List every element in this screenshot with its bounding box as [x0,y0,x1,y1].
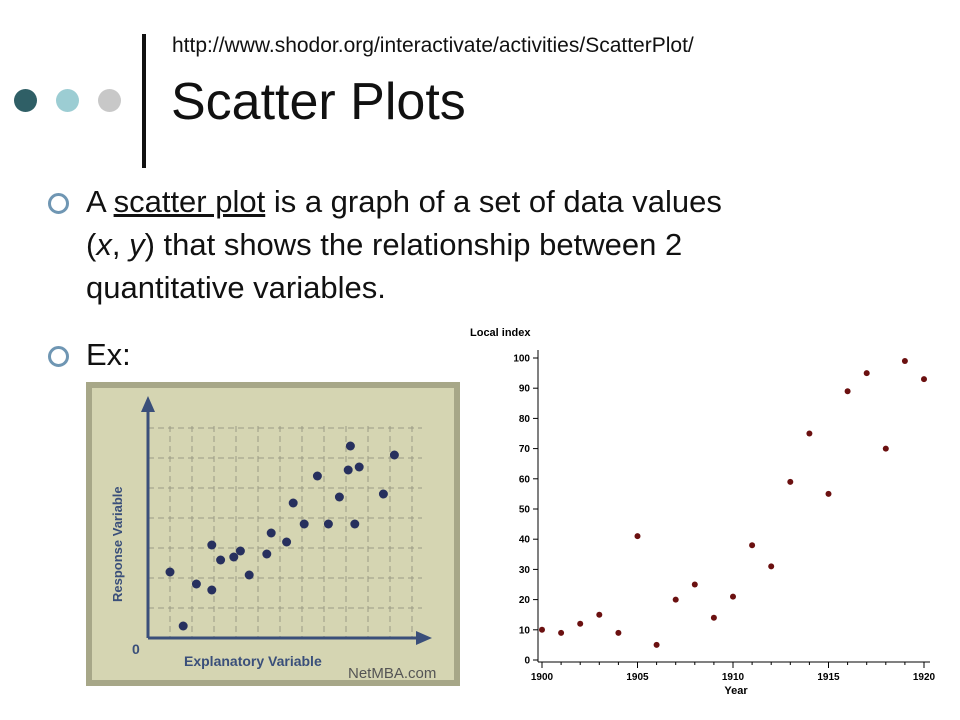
y-tick-label: 0 [524,655,530,667]
data-point [806,431,812,437]
bullet-marker [48,346,69,367]
y-tick-label: 90 [518,383,530,395]
data-point [558,630,564,636]
source-url: http://www.shodor.org/interactivate/activities/ScatterPlot/ [172,34,694,57]
data-point [346,442,355,451]
y-tick-label: 100 [513,353,530,365]
data-point [768,563,774,569]
x-axis-label: Year [724,685,748,697]
points [539,358,927,648]
data-point [845,388,851,394]
bullet-text-ex: Ex: [86,337,131,372]
text-run: ( [86,227,97,262]
scatter-plot-link[interactable]: scatter plot [113,184,266,219]
data-point [267,529,276,538]
y-tick-label: 80 [518,413,530,425]
scatter-chart-netmba [86,382,460,686]
data-point [902,358,908,364]
bullet-line [86,180,722,223]
data-point [289,499,298,508]
data-point [313,472,322,481]
data-point [379,490,388,499]
data-point [355,463,364,472]
data-point [216,556,225,565]
data-point [864,370,870,376]
y-axis-label: Local index [470,327,531,339]
data-point [335,493,344,502]
data-point [673,597,679,603]
data-point [179,622,188,631]
x-ticks [531,662,936,683]
data-point [883,446,889,452]
data-point [207,586,216,595]
data-point [166,568,175,577]
data-point [390,451,399,460]
data-point [236,547,245,556]
var-x: x [96,227,112,262]
data-point [654,642,660,648]
bullet-line: quantitative variables. [86,270,386,305]
title-divider [142,34,146,168]
data-point [282,538,291,547]
y-tick-label: 10 [518,625,530,637]
watermark: NetMBA.com [348,665,437,682]
decor-dot-gray [98,89,121,112]
y-tick-label: 40 [518,534,530,546]
x-tick-label: 1920 [912,672,936,683]
data-point [730,594,736,600]
data-point [539,627,545,633]
text-run: , [111,227,130,262]
x-tick-label: 1915 [817,672,840,683]
x-tick-label: 1910 [721,672,745,683]
data-point [711,615,717,621]
data-point [826,491,832,497]
text-run: is a graph of a set of data values [265,184,722,219]
bullet-text [86,180,722,309]
bullet-line [86,223,722,266]
x-tick-label: 1900 [530,672,554,683]
y-tick-label: 20 [518,595,530,607]
data-point [350,520,359,529]
y-tick-label: 60 [518,474,530,486]
bullet-marker [48,193,69,214]
data-point [635,533,641,539]
y-ticks [513,354,538,667]
data-point [207,541,216,550]
data-point [192,580,201,589]
text-run: ) that shows the relationship between 2 [144,227,683,262]
y-tick-label: 50 [518,504,530,516]
decor-dot-dark [14,89,37,112]
data-point [749,542,755,548]
scatter-chart-local-index [466,322,954,702]
data-point [692,582,698,588]
y-axis-label: Response Variable [110,486,125,602]
data-point [300,520,309,529]
data-point [344,466,353,475]
origin-label: 0 [132,641,140,657]
data-point [615,630,621,636]
decor-dot-teal [56,89,79,112]
data-point [921,376,927,382]
var-y: y [129,227,145,262]
data-point [577,621,583,627]
x-axis-label: Explanatory Variable [184,653,322,669]
x-tick-label: 1905 [626,672,649,683]
text-run: A [86,184,114,219]
slide-title: Scatter Plots [171,73,466,131]
data-point [787,479,793,485]
data-point [324,520,333,529]
data-point [596,612,602,618]
data-point [245,571,254,580]
y-tick-label: 30 [518,564,530,576]
data-point [262,550,271,559]
y-tick-label: 70 [518,444,530,456]
